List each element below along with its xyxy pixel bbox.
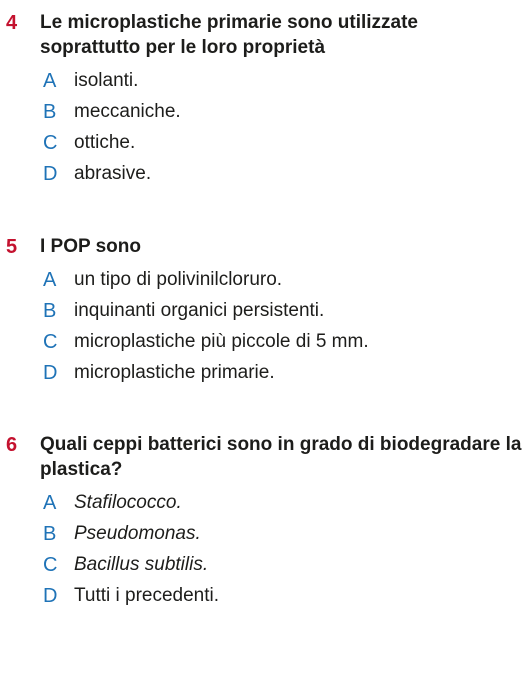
option-text: Tutti i precedenti. [74, 585, 220, 606]
option-text: abrasive. [74, 163, 152, 184]
question-header [0, 432, 532, 482]
question-text: Le microplastiche primarie sono utilizzate soprattutto per le loro proprietà [40, 12, 418, 58]
option-c[interactable] [0, 550, 532, 581]
answer-options [0, 488, 532, 612]
option-letter: D [43, 163, 58, 185]
question-4 [0, 10, 532, 190]
option-letter: C [43, 331, 58, 353]
option-a[interactable] [0, 488, 532, 519]
question-text: Quali ceppi batterici sono in grado di biodegradare la plastica? [40, 434, 522, 480]
option-text: un tipo di polivinilcloruro. [74, 269, 283, 290]
option-b[interactable] [0, 296, 532, 327]
option-text: Stafilococco. [74, 492, 182, 513]
option-d[interactable] [0, 581, 532, 612]
option-b[interactable] [0, 97, 532, 128]
option-letter: A [43, 269, 57, 291]
option-letter: D [43, 585, 58, 607]
option-text: microplastiche più piccole di 5 mm. [74, 331, 369, 352]
option-text: Bacillus subtilis. [74, 554, 209, 575]
question-6 [0, 432, 532, 612]
question-header [0, 234, 532, 259]
option-letter: C [43, 132, 58, 154]
option-c[interactable] [0, 128, 532, 159]
option-letter: A [43, 492, 57, 514]
option-d[interactable] [0, 159, 532, 190]
option-c[interactable] [0, 327, 532, 358]
answer-options [0, 66, 532, 190]
option-letter: C [43, 554, 58, 576]
option-text: Pseudomonas. [74, 523, 201, 544]
option-b[interactable] [0, 519, 532, 550]
option-text: inquinanti organici persistenti. [74, 300, 325, 321]
option-text: microplastiche primarie. [74, 362, 275, 383]
option-letter: B [43, 101, 57, 123]
option-letter: A [43, 70, 57, 92]
option-text: ottiche. [74, 132, 136, 153]
option-text: isolanti. [74, 70, 139, 91]
option-a[interactable] [0, 66, 532, 97]
question-text: I POP sono [40, 236, 142, 257]
question-number: 5 [6, 236, 18, 258]
question-number: 4 [6, 12, 18, 34]
option-letter: B [43, 300, 57, 322]
question-5 [0, 234, 532, 389]
question-header [0, 10, 532, 60]
answer-options [0, 265, 532, 389]
question-number: 6 [6, 434, 18, 456]
option-d[interactable] [0, 358, 532, 389]
option-letter: B [43, 523, 57, 545]
option-text: meccaniche. [74, 101, 181, 122]
option-letter: D [43, 362, 58, 384]
option-a[interactable] [0, 265, 532, 296]
